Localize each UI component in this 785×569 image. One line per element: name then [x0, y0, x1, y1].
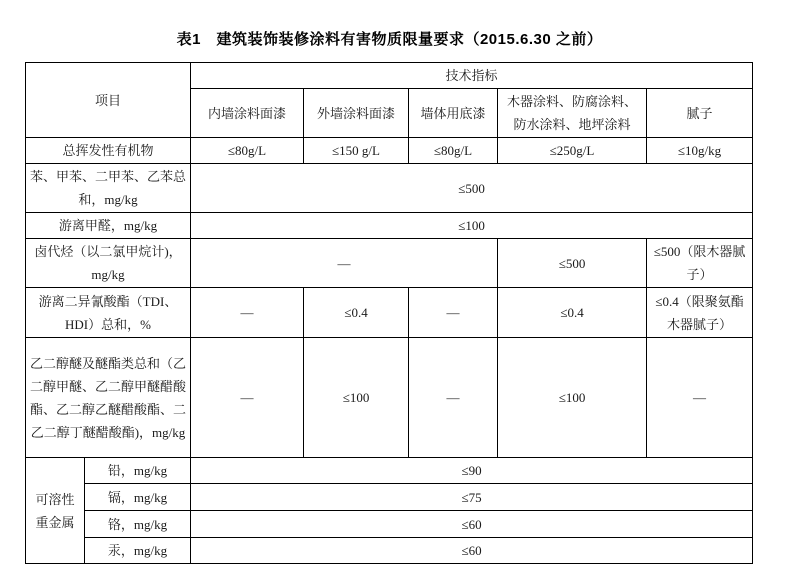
row-label: 乙二醇醚及醚酯类总和（乙二醇甲醚、乙二醇甲醚醋酸酯、乙二醇乙醚醋酸酯、二乙二醇丁醚醋酸酯)，mg/kg: [26, 338, 191, 458]
row-label: 镉，mg/kg: [85, 484, 191, 511]
cell-value: ≤0.4（限聚氨酯木器腻子）: [647, 288, 753, 338]
header-col-interior-wall: 内墙涂料面漆: [191, 89, 304, 138]
cell-value: ≤500: [498, 239, 647, 288]
cell-value: ≤10g/kg: [647, 138, 753, 164]
cell-value: ≤500（限木器腻子）: [647, 239, 753, 288]
cell-value: ≤0.4: [498, 288, 647, 338]
coatings-limits-table: [25, 62, 753, 564]
row-chromium: [26, 511, 753, 538]
cell-value-merged: ≤60: [191, 538, 753, 564]
row-label: 总挥发性有机物: [26, 138, 191, 164]
cell-value: ≤100: [498, 338, 647, 458]
row-label: 游离甲醛，mg/kg: [26, 213, 191, 239]
row-label: 苯、甲苯、二甲苯、乙苯总和，mg/kg: [26, 164, 191, 213]
cell-value: —: [191, 338, 304, 458]
header-col-putty: 腻子: [647, 89, 753, 138]
row-label: 游离二异氰酸酯（TDI、HDI）总和，%: [26, 288, 191, 338]
row-formaldehyde: [26, 213, 753, 239]
row-label: 铬，mg/kg: [85, 511, 191, 538]
header-col-exterior-wall: 外墙涂料面漆: [304, 89, 409, 138]
cell-value-merged: ≤60: [191, 511, 753, 538]
cell-value-merged: ≤75: [191, 484, 753, 511]
cell-value: —: [647, 338, 753, 458]
cell-value: —: [191, 288, 304, 338]
heavy-metals-group-label: 可溶性重金属: [26, 458, 85, 564]
row-lead: [26, 458, 753, 484]
cell-value: ≤80g/L: [409, 138, 498, 164]
header-col-wall-primer: 墙体用底漆: [409, 89, 498, 138]
row-label: 铅，mg/kg: [85, 458, 191, 484]
row-halogenated: [26, 239, 753, 288]
page-title: 表1 建筑装饰装修涂料有害物质限量要求（2015.6.30 之前）: [176, 31, 603, 48]
row-diisocyanate: [26, 288, 753, 338]
row-benzene-sum: [26, 164, 753, 213]
cell-value: ≤80g/L: [191, 138, 304, 164]
row-mercury: [26, 538, 753, 564]
header-tech-cell: 技术指标: [191, 63, 753, 89]
cell-value: —: [409, 338, 498, 458]
row-label: 卤代烃（以二氯甲烷计)，mg/kg: [26, 239, 191, 288]
row-voc: [26, 138, 753, 164]
header-col-wood-anticorrosion: 木器涂料、防腐涂料、防水涂料、地坪涂料: [498, 89, 647, 138]
header-row-1: [26, 63, 753, 89]
cell-value: ≤150 g/L: [304, 138, 409, 164]
cell-value: ≤250g/L: [498, 138, 647, 164]
cell-value-merged: ≤90: [191, 458, 753, 484]
row-cadmium: [26, 484, 753, 511]
cell-value: —: [409, 288, 498, 338]
row-label: 汞，mg/kg: [85, 538, 191, 564]
cell-value: ≤0.4: [304, 288, 409, 338]
cell-value-merged: —: [191, 239, 498, 288]
header-item-cell: 项目: [26, 63, 191, 138]
cell-value: ≤100: [304, 338, 409, 458]
cell-value-merged: ≤100: [191, 213, 753, 239]
row-glycol-ethers: [26, 338, 753, 458]
cell-value-merged: ≤500: [191, 164, 753, 213]
